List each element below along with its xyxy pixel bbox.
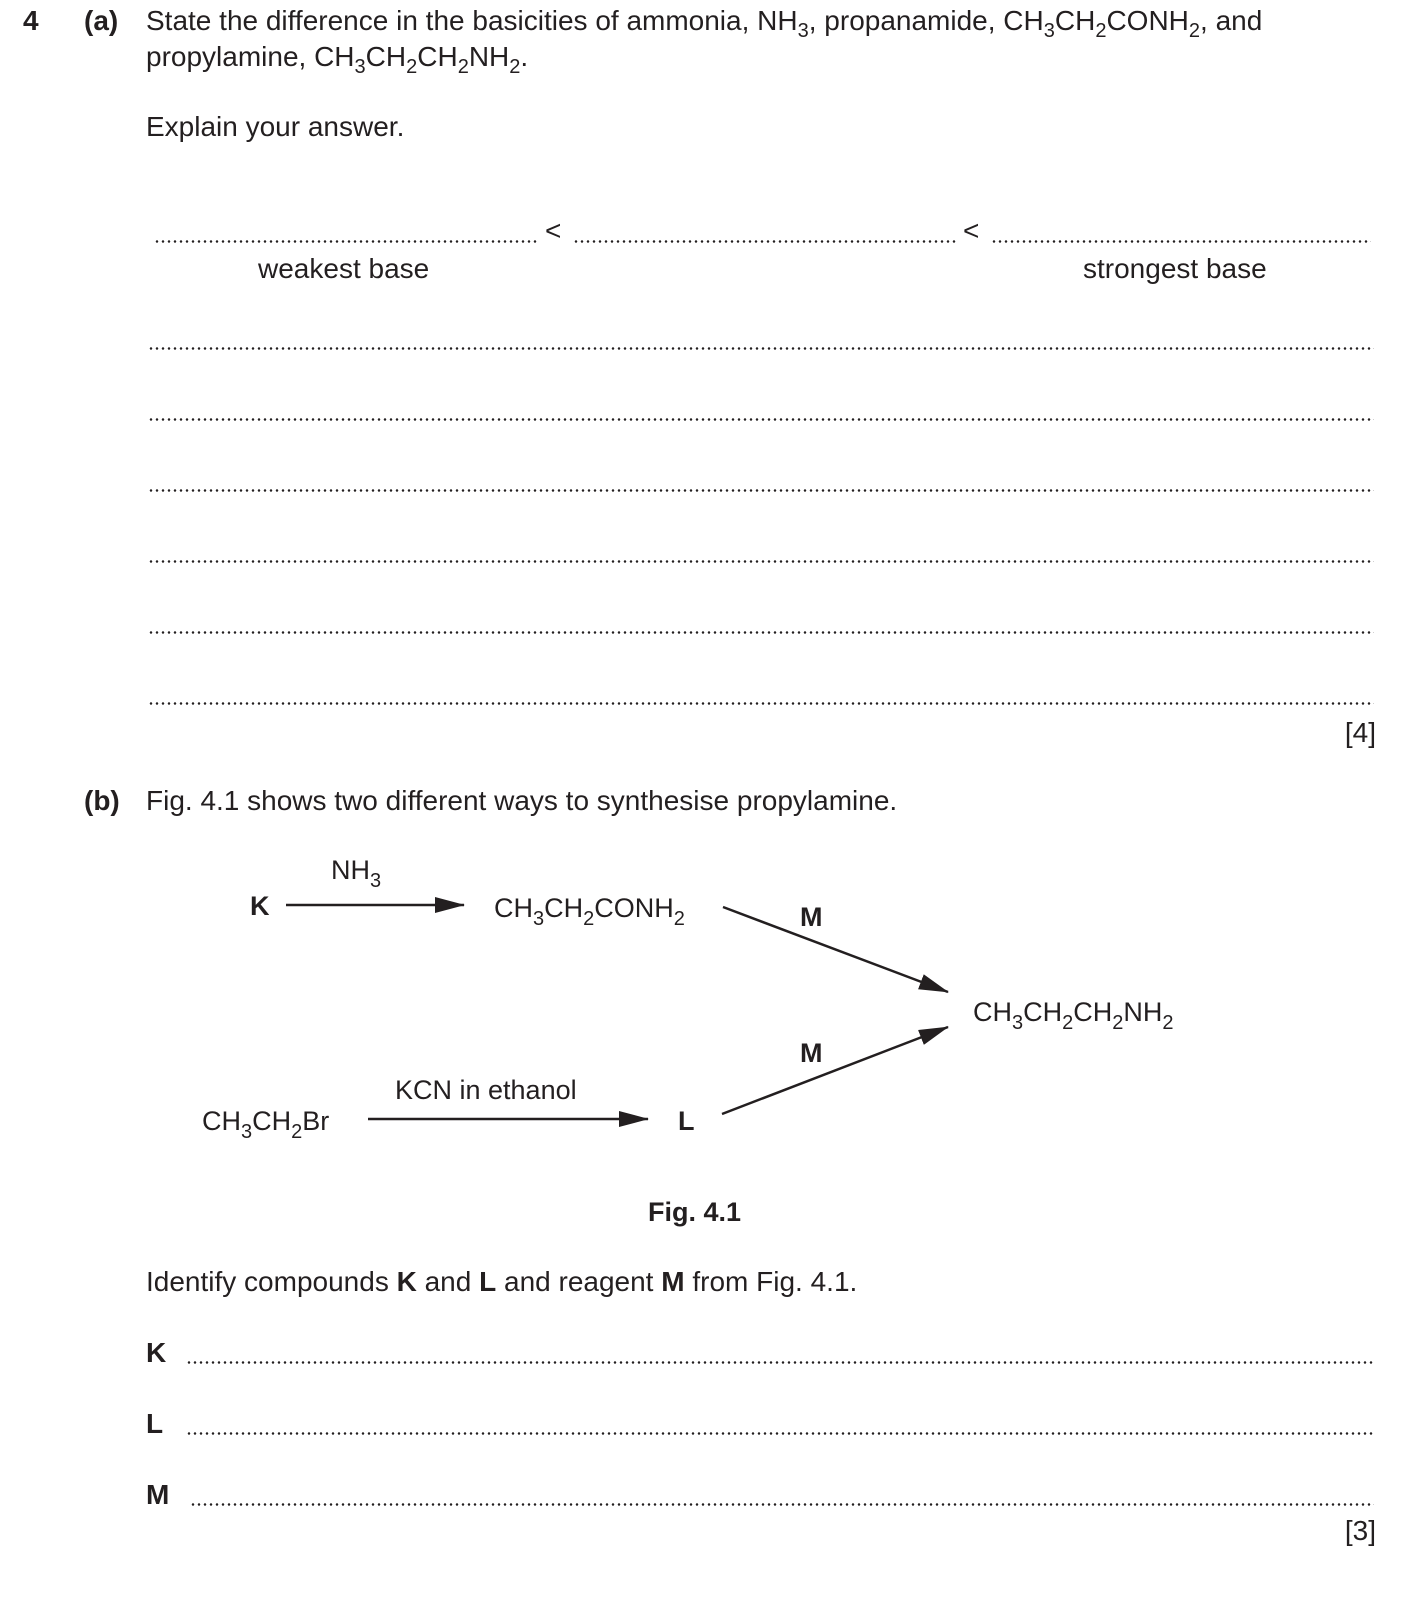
answer-K-label: K [146,1337,167,1368]
question-number: 4 [23,5,39,36]
less-than-sign-2: < [963,215,980,246]
arrow-L-to-propylamine [722,1027,948,1114]
compound-K-label: K [250,891,270,921]
part-b-marks: [3] [1344,1515,1376,1546]
answer-K-line[interactable] [186,1361,1374,1364]
ammonia-reagent-label: $NH_3$ [331,855,382,892]
answer-L-line[interactable] [186,1432,1374,1435]
bromoethane-formula: $CH_3CH_2Br$ [202,1106,330,1143]
answer-M-line[interactable] [190,1503,1374,1506]
answer-M-label: M [146,1479,170,1510]
answer-L-label: L [146,1408,164,1439]
part-b-label: (b) [84,785,120,816]
reagent-M-top-label: M [800,902,823,932]
weakest-base-label: weakest base [258,253,430,284]
strongest-base-label: strongest base [1083,253,1267,284]
less-than-sign-1: < [545,215,562,246]
part-b-stem: Fig. 4.1 shows two different ways to synthesise propylamine. [146,785,898,816]
part-a-label: (a) [84,5,119,36]
propylamine-formula: $CH_3CH_2CH_2NH_2$ [973,997,1174,1034]
arrow-amide-to-propylamine [723,907,948,992]
kcn-reagent-label: KCN in ethanol [395,1075,577,1105]
part-a-instruction: Explain your answer. [146,111,405,142]
figure-caption: Fig. 4.1 [648,1197,742,1227]
propanamide-formula: $CH_3CH_2CONH_2$ [494,893,685,930]
stem-line-1-text: State the difference in the basicities of ammonia, $NH_3$, propanamide, $CH_3CH_2CONH_2$, and [146,5,1263,42]
part-a-stem-line-2: propylamine, $CH_3CH_2CH_2NH_2$. [146,41,529,78]
compound-L-label: L [678,1106,695,1136]
part-b-instruction: Identify compounds K and L and reagent M from Fig. 4.1. [146,1266,858,1297]
part-a-marks: [4] [1344,717,1376,748]
reagent-M-bottom-label: M [800,1038,823,1068]
